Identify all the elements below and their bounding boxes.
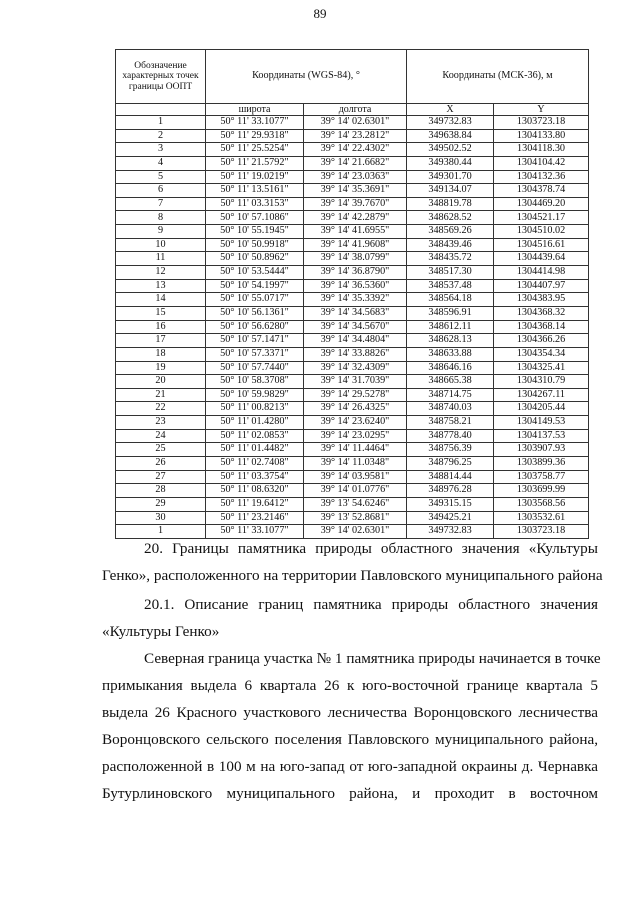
longitude-cell: 39° 14' 34.4804" <box>304 334 407 348</box>
latitude-cell: 50° 11' 02.0853" <box>206 429 304 443</box>
section-20-1-heading <box>102 591 598 645</box>
point-number-cell: 28 <box>116 484 206 498</box>
table-row <box>116 375 589 389</box>
y-cell: 1303723.18 <box>494 116 589 130</box>
longitude-cell: 39° 14' 36.5360" <box>304 279 407 293</box>
y-cell: 1303758.77 <box>494 470 589 484</box>
table-row <box>116 306 589 320</box>
x-cell: 349638.84 <box>407 129 494 143</box>
y-cell: 1304469.20 <box>494 197 589 211</box>
table-row <box>116 457 589 471</box>
table-row <box>116 170 589 184</box>
y-cell: 1303568.56 <box>494 497 589 511</box>
y-cell: 1304149.53 <box>494 416 589 430</box>
y-cell: 1304383.95 <box>494 293 589 307</box>
text-line: Северная граница участка № 1 памятника природы начинается в точке <box>144 650 601 667</box>
point-number-cell: 12 <box>116 266 206 280</box>
x-cell: 349425.21 <box>407 511 494 525</box>
y-cell: 1304368.14 <box>494 320 589 334</box>
latitude-cell: 50° 10' 53.5444" <box>206 266 304 280</box>
point-number-cell: 3 <box>116 143 206 157</box>
table-row <box>116 293 589 307</box>
x-cell: 348569.26 <box>407 225 494 239</box>
latitude-cell: 50° 11' 13.5161" <box>206 184 304 198</box>
x-cell: 349315.15 <box>407 497 494 511</box>
point-number-cell: 16 <box>116 320 206 334</box>
latitude-cell: 50° 11' 25.5254" <box>206 143 304 157</box>
point-number-cell: 10 <box>116 238 206 252</box>
table-row <box>116 156 589 170</box>
point-number-cell: 7 <box>116 197 206 211</box>
header-point-designation: Обозначение характерных точек границы ООПТ <box>116 50 206 104</box>
x-cell: 348517.30 <box>407 266 494 280</box>
longitude-cell: 39° 14' 34.5670" <box>304 320 407 334</box>
text-line: 20. Границы памятника природы областного значения «Культуры <box>144 540 598 557</box>
y-cell: 1304118.30 <box>494 143 589 157</box>
longitude-cell: 39° 14' 41.6955" <box>304 225 407 239</box>
table-row <box>116 429 589 443</box>
table-row <box>116 388 589 402</box>
latitude-cell: 50° 10' 58.3708" <box>206 375 304 389</box>
table-row <box>116 279 589 293</box>
table-row <box>116 320 589 334</box>
point-number-cell: 25 <box>116 443 206 457</box>
x-cell: 348435.72 <box>407 252 494 266</box>
x-cell: 348439.46 <box>407 238 494 252</box>
y-cell: 1304132.36 <box>494 170 589 184</box>
longitude-cell: 39° 14' 02.6301" <box>304 525 407 539</box>
point-number-cell: 26 <box>116 457 206 471</box>
text-line: «Культуры Генко» <box>102 623 220 640</box>
longitude-cell: 39° 14' 33.8826" <box>304 347 407 361</box>
longitude-cell: 39° 14' 22.4302" <box>304 143 407 157</box>
latitude-cell: 50° 11' 23.2146" <box>206 511 304 525</box>
latitude-cell: 50° 11' 02.7408" <box>206 457 304 471</box>
latitude-cell: 50° 10' 50.9918" <box>206 238 304 252</box>
y-cell: 1304439.64 <box>494 252 589 266</box>
latitude-cell: 50° 10' 56.1361" <box>206 306 304 320</box>
table-row <box>116 443 589 457</box>
boundary-description-paragraph <box>102 645 601 807</box>
longitude-cell: 39° 14' 42.2879" <box>304 211 407 225</box>
x-cell: 348537.48 <box>407 279 494 293</box>
x-cell: 348564.18 <box>407 293 494 307</box>
longitude-cell: 39° 14' 23.0295" <box>304 429 407 443</box>
header-msk36: Координаты (МСК-36), м <box>407 50 589 104</box>
latitude-cell: 50° 10' 59.9829" <box>206 388 304 402</box>
latitude-cell: 50° 10' 55.1945" <box>206 225 304 239</box>
longitude-cell: 39° 14' 31.7039" <box>304 375 407 389</box>
longitude-cell: 39° 14' 39.7670" <box>304 197 407 211</box>
x-cell: 348756.39 <box>407 443 494 457</box>
latitude-cell: 50° 10' 57.3371" <box>206 347 304 361</box>
y-cell: 1304137.53 <box>494 429 589 443</box>
y-cell: 1303699.99 <box>494 484 589 498</box>
latitude-cell: 50° 11' 19.0219" <box>206 170 304 184</box>
x-cell: 349380.44 <box>407 156 494 170</box>
y-cell: 1304267.11 <box>494 388 589 402</box>
longitude-cell: 39° 14' 38.0799" <box>304 252 407 266</box>
x-cell: 348819.78 <box>407 197 494 211</box>
x-cell: 348778.40 <box>407 429 494 443</box>
x-cell: 348612.11 <box>407 320 494 334</box>
x-cell: 348646.16 <box>407 361 494 375</box>
x-cell: 348665.38 <box>407 375 494 389</box>
latitude-cell: 50° 11' 00.8213" <box>206 402 304 416</box>
table-row <box>116 361 589 375</box>
point-number-cell: 5 <box>116 170 206 184</box>
latitude-cell: 50° 11' 21.5792" <box>206 156 304 170</box>
y-cell: 1304407.97 <box>494 279 589 293</box>
y-cell: 1304325.41 <box>494 361 589 375</box>
y-cell: 1304510.02 <box>494 225 589 239</box>
x-cell: 348628.52 <box>407 211 494 225</box>
latitude-cell: 50° 10' 57.1471" <box>206 334 304 348</box>
y-cell: 1303907.93 <box>494 443 589 457</box>
x-cell: 348714.75 <box>407 388 494 402</box>
header-wgs84: Координаты (WGS-84), ° <box>206 50 407 104</box>
x-cell: 348740.03 <box>407 402 494 416</box>
table-row <box>116 116 589 130</box>
y-cell: 1304104.42 <box>494 156 589 170</box>
point-number-cell: 9 <box>116 225 206 239</box>
point-number-cell: 13 <box>116 279 206 293</box>
longitude-cell: 39° 14' 23.2812" <box>304 129 407 143</box>
point-number-cell: 14 <box>116 293 206 307</box>
header-y: Y <box>494 104 589 116</box>
coordinates-table <box>115 49 589 539</box>
point-number-cell: 2 <box>116 129 206 143</box>
latitude-cell: 50° 11' 33.1077" <box>206 525 304 539</box>
point-number-cell: 19 <box>116 361 206 375</box>
table-row <box>116 511 589 525</box>
table-row <box>116 334 589 348</box>
header-latitude: широта <box>206 104 304 116</box>
point-number-cell: 29 <box>116 497 206 511</box>
point-number-cell: 8 <box>116 211 206 225</box>
longitude-cell: 39° 14' 11.4464" <box>304 443 407 457</box>
table-row <box>116 416 589 430</box>
longitude-cell: 39° 14' 23.6240" <box>304 416 407 430</box>
y-cell: 1304414.98 <box>494 266 589 280</box>
y-cell: 1304521.17 <box>494 211 589 225</box>
point-number-cell: 4 <box>116 156 206 170</box>
text-line: Воронцовского сельского поселения Павловского муниципального района, <box>102 731 598 748</box>
page-number: 89 <box>313 6 327 21</box>
section-20-heading <box>102 535 603 589</box>
longitude-cell: 39° 14' 03.9581" <box>304 470 407 484</box>
table-row <box>116 184 589 198</box>
point-number-cell: 1 <box>116 116 206 130</box>
latitude-cell: 50° 11' 01.4482" <box>206 443 304 457</box>
point-number-cell: 15 <box>116 306 206 320</box>
y-cell: 1304354.34 <box>494 347 589 361</box>
point-number-cell: 20 <box>116 375 206 389</box>
point-number-cell: 18 <box>116 347 206 361</box>
longitude-cell: 39° 14' 41.9608" <box>304 238 407 252</box>
longitude-cell: 39° 14' 26.4325" <box>304 402 407 416</box>
text-line: примыкания выдела 6 квартала 26 к юго-восточной границе квартала 5 <box>102 677 598 694</box>
table-row <box>116 197 589 211</box>
latitude-cell: 50° 10' 55.0717" <box>206 293 304 307</box>
table-row <box>116 266 589 280</box>
text-line: 20.1. Описание границ памятника природы областного значения <box>144 596 598 613</box>
longitude-cell: 39° 14' 02.6301" <box>304 116 407 130</box>
latitude-cell: 50° 11' 03.3153" <box>206 197 304 211</box>
coordinates-table-body <box>116 116 589 539</box>
longitude-cell: 39° 14' 35.3392" <box>304 293 407 307</box>
longitude-cell: 39° 14' 35.3691" <box>304 184 407 198</box>
x-cell: 349134.07 <box>407 184 494 198</box>
table-row <box>116 143 589 157</box>
x-cell: 349502.52 <box>407 143 494 157</box>
point-number-cell: 27 <box>116 470 206 484</box>
y-cell: 1303899.36 <box>494 457 589 471</box>
point-number-cell: 24 <box>116 429 206 443</box>
y-cell: 1303532.61 <box>494 511 589 525</box>
y-cell: 1303723.18 <box>494 525 589 539</box>
header-empty <box>116 104 206 116</box>
x-cell: 348814.44 <box>407 470 494 484</box>
latitude-cell: 50° 10' 54.1997" <box>206 279 304 293</box>
x-cell: 348633.88 <box>407 347 494 361</box>
text-line: Бутурлиновского муниципального района, и проходит в восточном <box>102 785 598 802</box>
point-number-cell: 30 <box>116 511 206 525</box>
y-cell: 1304310.79 <box>494 375 589 389</box>
longitude-cell: 39° 13' 54.6246" <box>304 497 407 511</box>
y-cell: 1304366.26 <box>494 334 589 348</box>
table-row <box>116 470 589 484</box>
text-line: Генко», расположенного на территории Павловского муниципального района <box>102 567 603 584</box>
table-row <box>116 402 589 416</box>
table-row <box>116 484 589 498</box>
x-cell: 348596.91 <box>407 306 494 320</box>
latitude-cell: 50° 10' 50.8962" <box>206 252 304 266</box>
y-cell: 1304205.44 <box>494 402 589 416</box>
text-line: выдела 26 Красного участкового лесничества Воронцовского лесничества <box>102 704 598 721</box>
x-cell: 348628.13 <box>407 334 494 348</box>
longitude-cell: 39° 14' 32.4309" <box>304 361 407 375</box>
table-row <box>116 211 589 225</box>
latitude-cell: 50° 11' 01.4280" <box>206 416 304 430</box>
table-row <box>116 238 589 252</box>
point-number-cell: 21 <box>116 388 206 402</box>
longitude-cell: 39° 14' 36.8790" <box>304 266 407 280</box>
x-cell: 349732.83 <box>407 116 494 130</box>
table-row <box>116 252 589 266</box>
point-number-cell: 22 <box>116 402 206 416</box>
latitude-cell: 50° 10' 56.6280" <box>206 320 304 334</box>
longitude-cell: 39° 14' 23.0363" <box>304 170 407 184</box>
point-number-cell: 23 <box>116 416 206 430</box>
longitude-cell: 39° 14' 01.0776" <box>304 484 407 498</box>
latitude-cell: 50° 11' 03.3754" <box>206 470 304 484</box>
table-row <box>116 497 589 511</box>
x-cell: 348976.28 <box>407 484 494 498</box>
longitude-cell: 39° 14' 21.6682" <box>304 156 407 170</box>
y-cell: 1304516.61 <box>494 238 589 252</box>
latitude-cell: 50° 11' 19.6412" <box>206 497 304 511</box>
longitude-cell: 39° 14' 11.0348" <box>304 457 407 471</box>
x-cell: 349301.70 <box>407 170 494 184</box>
x-cell: 348758.21 <box>407 416 494 430</box>
y-cell: 1304378.74 <box>494 184 589 198</box>
x-cell: 349732.83 <box>407 525 494 539</box>
point-number-cell: 1 <box>116 525 206 539</box>
point-number-cell: 6 <box>116 184 206 198</box>
x-cell: 348796.25 <box>407 457 494 471</box>
point-number-cell: 17 <box>116 334 206 348</box>
table-row <box>116 347 589 361</box>
latitude-cell: 50° 11' 33.1077" <box>206 116 304 130</box>
table-row <box>116 225 589 239</box>
latitude-cell: 50° 10' 57.1086" <box>206 211 304 225</box>
longitude-cell: 39° 13' 52.8681" <box>304 511 407 525</box>
header-longitude: долгота <box>304 104 407 116</box>
latitude-cell: 50° 11' 29.9318" <box>206 129 304 143</box>
latitude-cell: 50° 11' 08.6320" <box>206 484 304 498</box>
longitude-cell: 39° 14' 34.5683" <box>304 306 407 320</box>
y-cell: 1304133.80 <box>494 129 589 143</box>
table-row <box>116 129 589 143</box>
y-cell: 1304368.32 <box>494 306 589 320</box>
header-x: X <box>407 104 494 116</box>
longitude-cell: 39° 14' 29.5278" <box>304 388 407 402</box>
text-line: расположенной в 100 м на юго-запад от юго-западной окраины д. Чернавка <box>102 758 598 775</box>
latitude-cell: 50° 10' 57.7440" <box>206 361 304 375</box>
point-number-cell: 11 <box>116 252 206 266</box>
